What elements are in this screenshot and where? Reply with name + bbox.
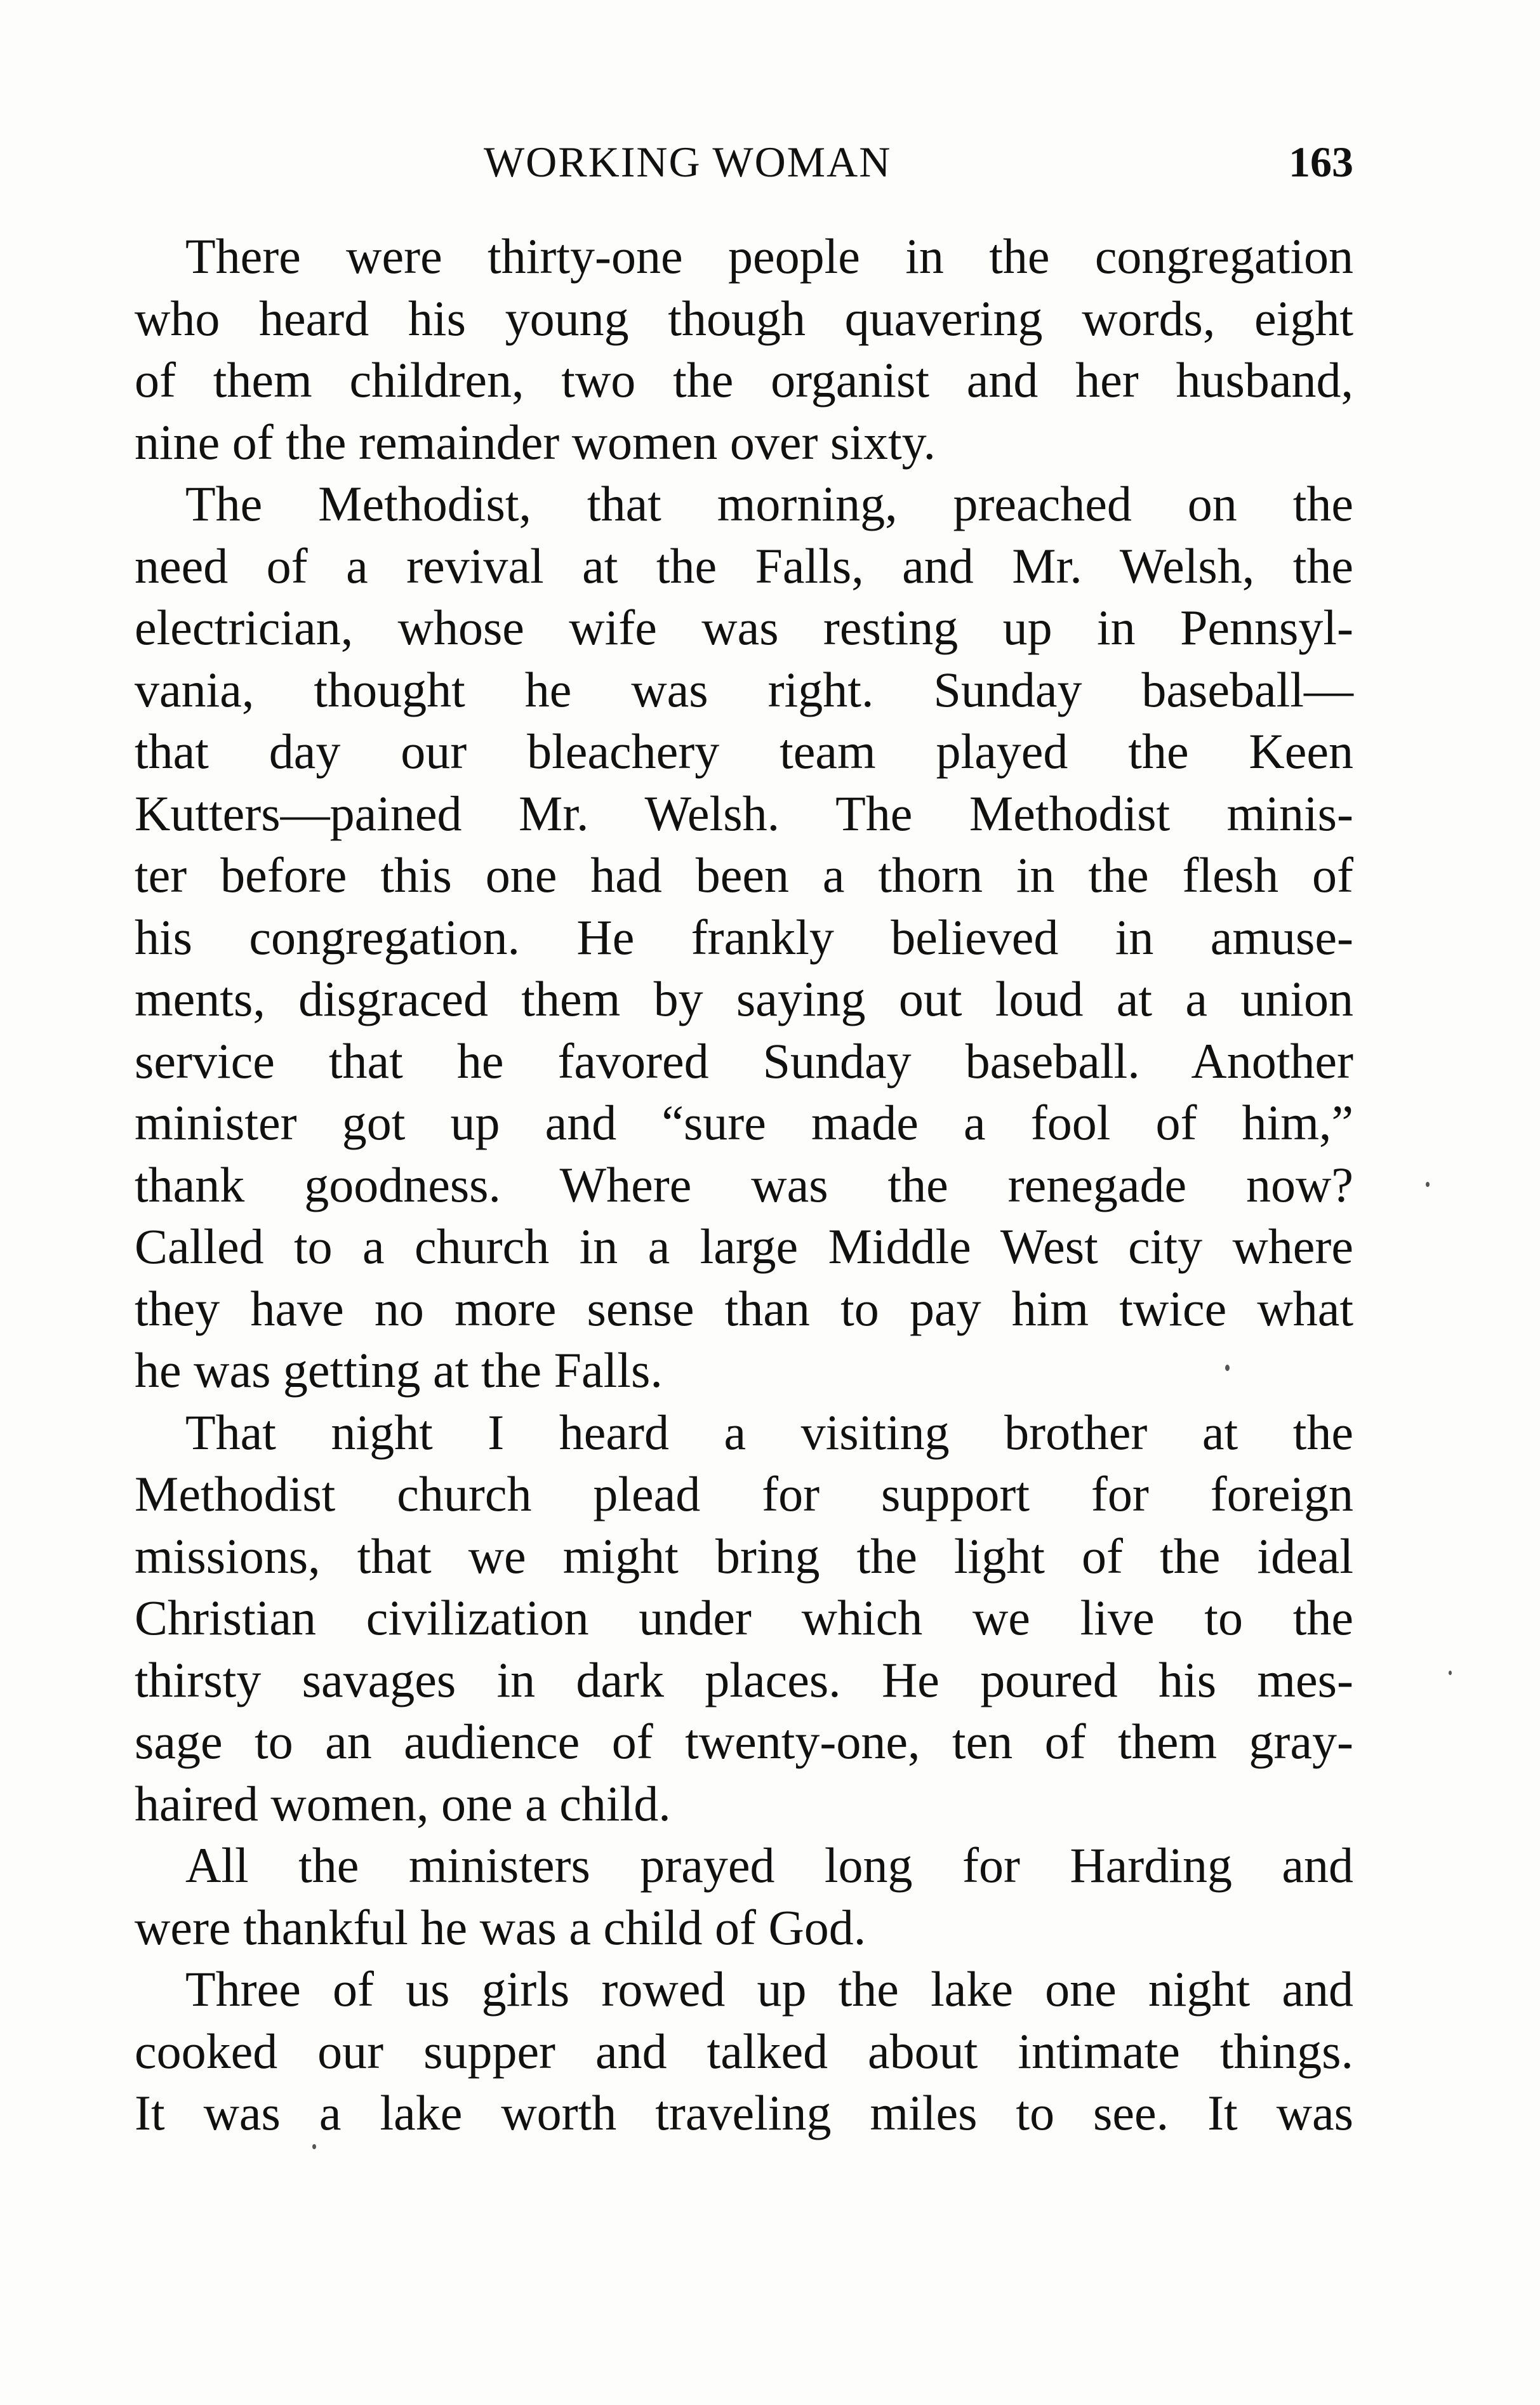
text-line: All the ministers prayed long for Harding and (185, 1838, 1353, 1893)
print-speck (1449, 1671, 1452, 1675)
text-line: thank goodness. Where was the renegade now? (135, 1156, 1353, 1212)
text-line: minister got up and “sure made a fool of him,” (135, 1095, 1353, 1150)
text-line: missions, that we might bring the light of the ideal (135, 1528, 1353, 1584)
page-number: 163 (1289, 138, 1353, 186)
print-speck (1225, 1365, 1230, 1371)
print-speck (312, 2144, 316, 2149)
text-line: ter before this one had been a thorn in the flesh of (135, 847, 1353, 903)
text-line: who heard his young though quavering words, eight (135, 290, 1353, 346)
text-line: his congregation. He frankly believed in amuse- (135, 909, 1353, 965)
body-text (135, 225, 1353, 2144)
text-line: that day our bleachery team played the Keen (135, 724, 1353, 779)
text-line: thirsty savages in dark places. He poured his mes- (135, 1652, 1353, 1707)
text-line: he was getting at the Falls. (135, 1342, 663, 1398)
text-line: service that he favored Sunday baseball. Another (135, 1033, 1353, 1089)
text-line: ments, disgraced them by saying out loud at a union (135, 971, 1353, 1026)
text-line: nine of the remainder women over sixty. (135, 414, 936, 470)
text-line: Christian civilization under which we live to the (135, 1590, 1353, 1645)
text-line: There were thirty-one people in the congregation (185, 229, 1353, 284)
text-line: haired women, one a child. (135, 1775, 671, 1831)
text-line: sage to an audience of twenty-one, ten of them gray- (135, 1714, 1353, 1769)
text-line: That night I heard a visiting brother at the (185, 1404, 1353, 1460)
print-speck (1426, 1182, 1430, 1187)
page-header (135, 130, 1353, 194)
running-title: WORKING WOMAN (484, 138, 892, 186)
text-line: were thankful he was a child of God. (135, 1899, 866, 1955)
text-line: vania, thought he was right. Sunday baseball— (135, 661, 1353, 717)
text-line: Methodist church plead for support for foreign (135, 1466, 1353, 1521)
text-line: they have no more sense than to pay him twice what (135, 1280, 1353, 1336)
text-line: It was a lake worth traveling miles to see. It was (135, 2085, 1353, 2140)
text-line: Called to a church in a large Middle West city where (135, 1219, 1353, 1274)
text-line: electrician, whose wife was resting up in Pennsyl- (135, 600, 1353, 655)
text-line: need of a revival at the Falls, and Mr. Welsh, the (135, 538, 1353, 593)
text-line: Kutters—pained Mr. Welsh. The Methodist minis- (135, 785, 1353, 841)
text-line: Three of us girls rowed up the lake one night and (185, 1961, 1353, 2017)
text-line: The Methodist, that morning, preached on the (185, 476, 1353, 531)
text-line: cooked our supper and talked about intimate things. (135, 2023, 1353, 2079)
text-line: of them children, two the organist and her husband, (135, 352, 1353, 407)
